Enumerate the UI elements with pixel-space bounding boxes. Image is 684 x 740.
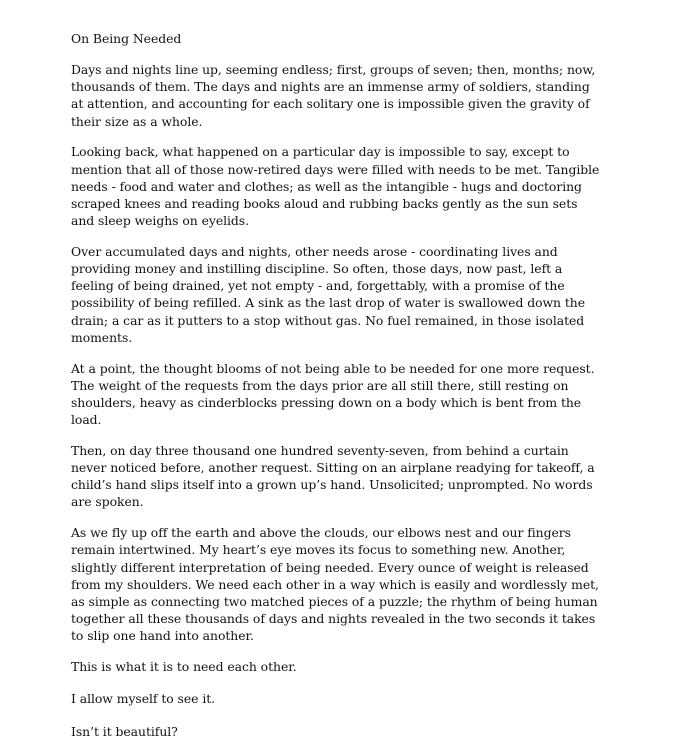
paragraph-6: As we fly up off the earth and above the clouds, our elbows nest and our fingers remain intertwined. My heart’s eye moves its focus to something new. Another, slightly different interpretation of being needed. Every ounce of weight is released from my shoulders. We need each other in a way which is easily and wordlessly met, as simple as connecting two matched pieces of a puzzle; the rhythm of being human together all these thousands of days and nights revealed in the two seconds it takes to slip one hand into another. xyxy=(71,525,599,644)
paragraph-8: I allow myself to see it. xyxy=(71,691,216,707)
paragraph-3: Over accumulated days and nights, other needs arose - coordinating lives and providing money and instilling discipline. So often, those days, now past, left a feeling of being drained, yet not empty - and, forgettably, with a promise of the possibility of being refilled. A sink as the last drop of water is swallowed down the drain; a car as it putters to a stop without gas. No fuel remained, in those isolated moments. xyxy=(71,243,586,345)
paragraph-5: Then, on day three thousand one hundred seventy-seven, from behind a curtain never noticed before, another request. Sitting on an airplane readying for takeoff, a child’s hand slips itself into a grown up’s hand. Unsolicited; unprompted. No words are spoken. xyxy=(71,442,595,510)
paragraph-2: Looking back, what happened on a particular day is impossible to say, except to mention that all of those now-retired days were filled with needs to be met. Tangible needs - food and water and clothes; as well as the intangible - hugs and doctoring scraped knees and reading books aloud and rubbing backs gently as the sun sets and sleep weighs on eyelids. xyxy=(71,144,600,229)
paragraph-1: Days and nights line up, seeming endless; first, groups of seven; then, months; now, thousands of them. The days and nights are an immense army of soldiers, standing at attention, and accounting for each solitary one is impossible given the gravity of their size as a whole. xyxy=(71,62,596,129)
document-title: On Being Needed xyxy=(71,31,182,46)
paragraph-9: Isn’t it beautiful? xyxy=(71,723,178,739)
paragraph-4: At a point, the thought blooms of not being able to be needed for one more request. The weight of the requests from the days prior are all still there, still resting on shoulders, heavy as cinderblocks pressing down on a body which is bent from the load. xyxy=(71,360,595,428)
paragraph-7: This is what it is to need each other. xyxy=(71,659,297,675)
